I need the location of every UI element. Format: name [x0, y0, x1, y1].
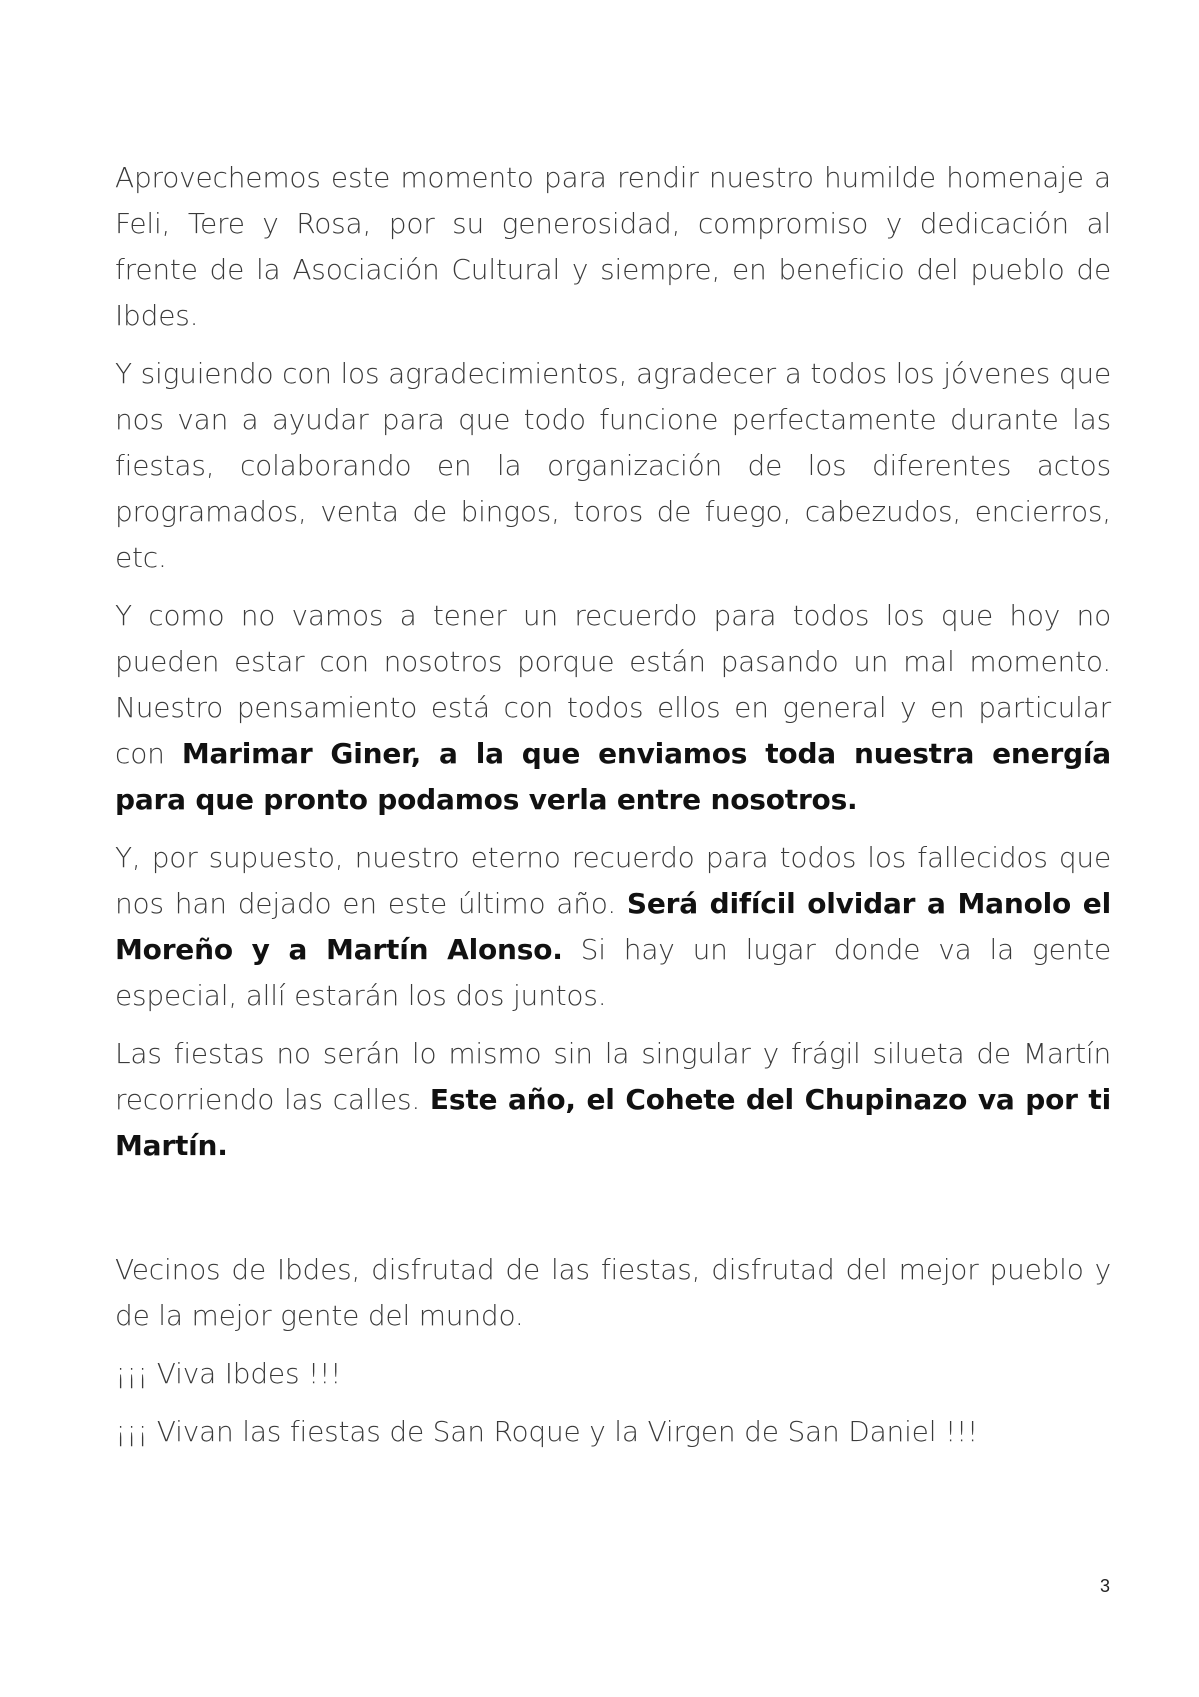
- paragraph-remembrance-deceased-text-b: Si hay un lugar donde va la gente especial, allí estarán los dos juntos.: [115, 933, 1111, 1012]
- paragraph-tribute: [115, 155, 1111, 339]
- paragraph-remembrance-deceased-bold: Será difícil olvidar a Manolo el Moreño y a Martín Alonso.: [115, 887, 1111, 966]
- paragraph-neighbors: [115, 1247, 1111, 1339]
- paragraph-remembrance-ill-bold: Marimar Giner, a la que enviamos toda nuestra energía para que pronto podamos verla entre nosotros.: [115, 737, 1112, 816]
- cheer-viva-ibdes-text: ¡¡¡ Viva Ibdes !!!: [115, 1357, 342, 1390]
- page-number: 3: [1100, 1576, 1111, 1596]
- cheer-viva-ibdes: [115, 1351, 1111, 1397]
- paragraph-tribute-text: Aprovechemos este momento para rendir nuestro humilde homenaje a Feli, Tere y Rosa, por su generosidad, compromiso y dedicación al frente de la Asociación Cultural y siempre, en beneficio del pueblo de Ibdes.: [115, 161, 1111, 332]
- paragraph-thanks-youth: [115, 351, 1111, 581]
- paragraph-martin: [115, 1031, 1111, 1169]
- cheer-vivan-fiestas: [115, 1409, 1111, 1455]
- paragraph-remembrance-deceased: [115, 835, 1111, 1019]
- paragraph-thanks-youth-text: Y siguiendo con los agradecimientos, agradecer a todos los jóvenes que nos van a ayudar para que todo funcione perfectamente durante las fiestas, colaborando en la organización de los diferentes actos programados, venta de bingos, toros de fuego, cabezudos, encierros, etc.: [115, 357, 1111, 574]
- paragraph-neighbors-text: Vecinos de Ibdes, disfrutad de las fiestas, disfrutad del mejor pueblo y de la mejor gente del mundo.: [115, 1253, 1111, 1332]
- paragraph-martin-text: Las fiestas no serán lo mismo sin la singular y frágil silueta de Martín recorriendo las calles.: [115, 1037, 1111, 1116]
- paragraph-remembrance-ill: [115, 593, 1111, 823]
- cheer-vivan-fiestas-text: ¡¡¡ Vivan las fiestas de San Roque y la Virgen de San Daniel !!!: [115, 1415, 979, 1448]
- paragraph-remembrance-deceased-text-a: Y, por supuesto, nuestro eterno recuerdo para todos los fallecidos que nos han dejado en este último año.: [115, 841, 1111, 920]
- paragraph-remembrance-ill-text: Y como no vamos a tener un recuerdo para todos los que hoy no pueden estar con nosotros porque están pasando un mal momento. Nuestro pensamiento está con todos ellos en general y en particular con: [115, 599, 1111, 770]
- paragraph-martin-bold: Este año, el Cohete del Chupinazo va por ti Martín.: [115, 1083, 1111, 1162]
- page-content: [115, 155, 1111, 1467]
- spacer: [115, 1181, 1111, 1247]
